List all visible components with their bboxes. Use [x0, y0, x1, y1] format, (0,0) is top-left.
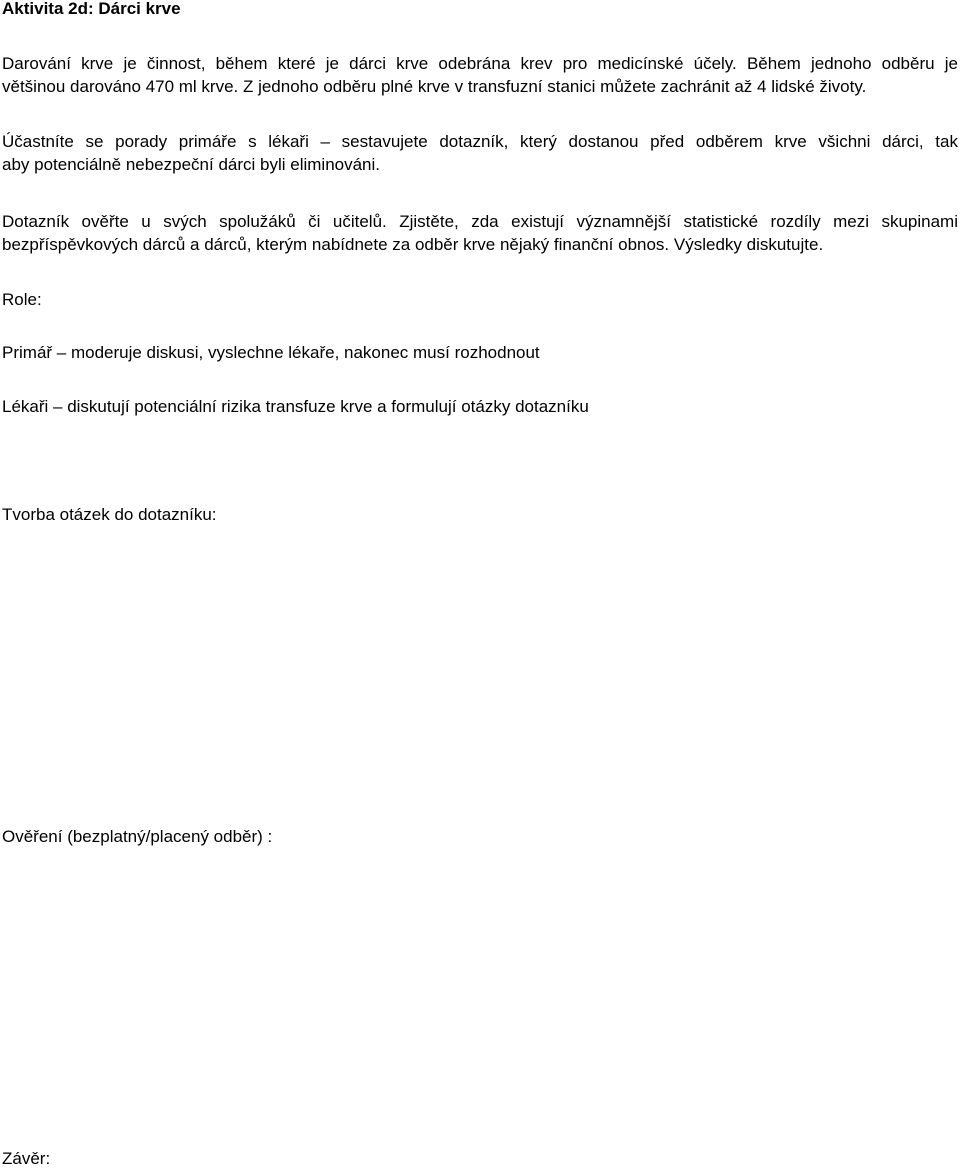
role-primar: Primář – moderuje diskusi, vyslechne lékaře, nakonec musí rozhodnout — [2, 343, 540, 362]
questions-heading: Tvorba otázek do dotazníku: — [2, 505, 217, 524]
intro-paragraph — [2, 52, 958, 98]
verify-line-2: bezpříspěvkových dárců a dárců, kterým nabídnete za odběr krve nějaký finanční obnos. Výsledky diskutujte. — [2, 235, 824, 254]
conclusion-heading: Závěr: — [2, 1149, 51, 1168]
task-paragraph — [2, 130, 958, 176]
intro-line-2: většinou darováno 470 ml krve. Z jednoho odběru plné krve v transfuzní stanici můžete zachránit až 4 lidské životy. — [2, 77, 867, 96]
task-line-1: Účastníte se porady primáře s lékaři – sestavujete dotazník, který dostanou před odběrem krve všichni dárci, tak — [2, 132, 958, 151]
page-title: Aktivita 2d: Dárci krve — [2, 0, 181, 18]
verify-paragraph — [2, 210, 958, 256]
verification-heading: Ověření (bezplatný/placený odběr) : — [2, 827, 273, 846]
roles-heading: Role: — [2, 290, 42, 309]
verify-line-1: Dotazník ověřte u svých spolužáků či učitelů. Zjistěte, zda existují významnější statistické rozdíly mezi skupinami — [2, 212, 958, 231]
task-line-2: aby potenciálně nebezpeční dárci byli eliminováni. — [2, 155, 381, 174]
intro-line-1: Darování krve je činnost, během které je dárci krve odebrána krev pro medicínské účely. Během jednoho odběru je — [2, 54, 958, 73]
role-lekari: Lékaři – diskutují potenciální rizika transfuze krve a formulují otázky dotazníku — [2, 397, 589, 416]
